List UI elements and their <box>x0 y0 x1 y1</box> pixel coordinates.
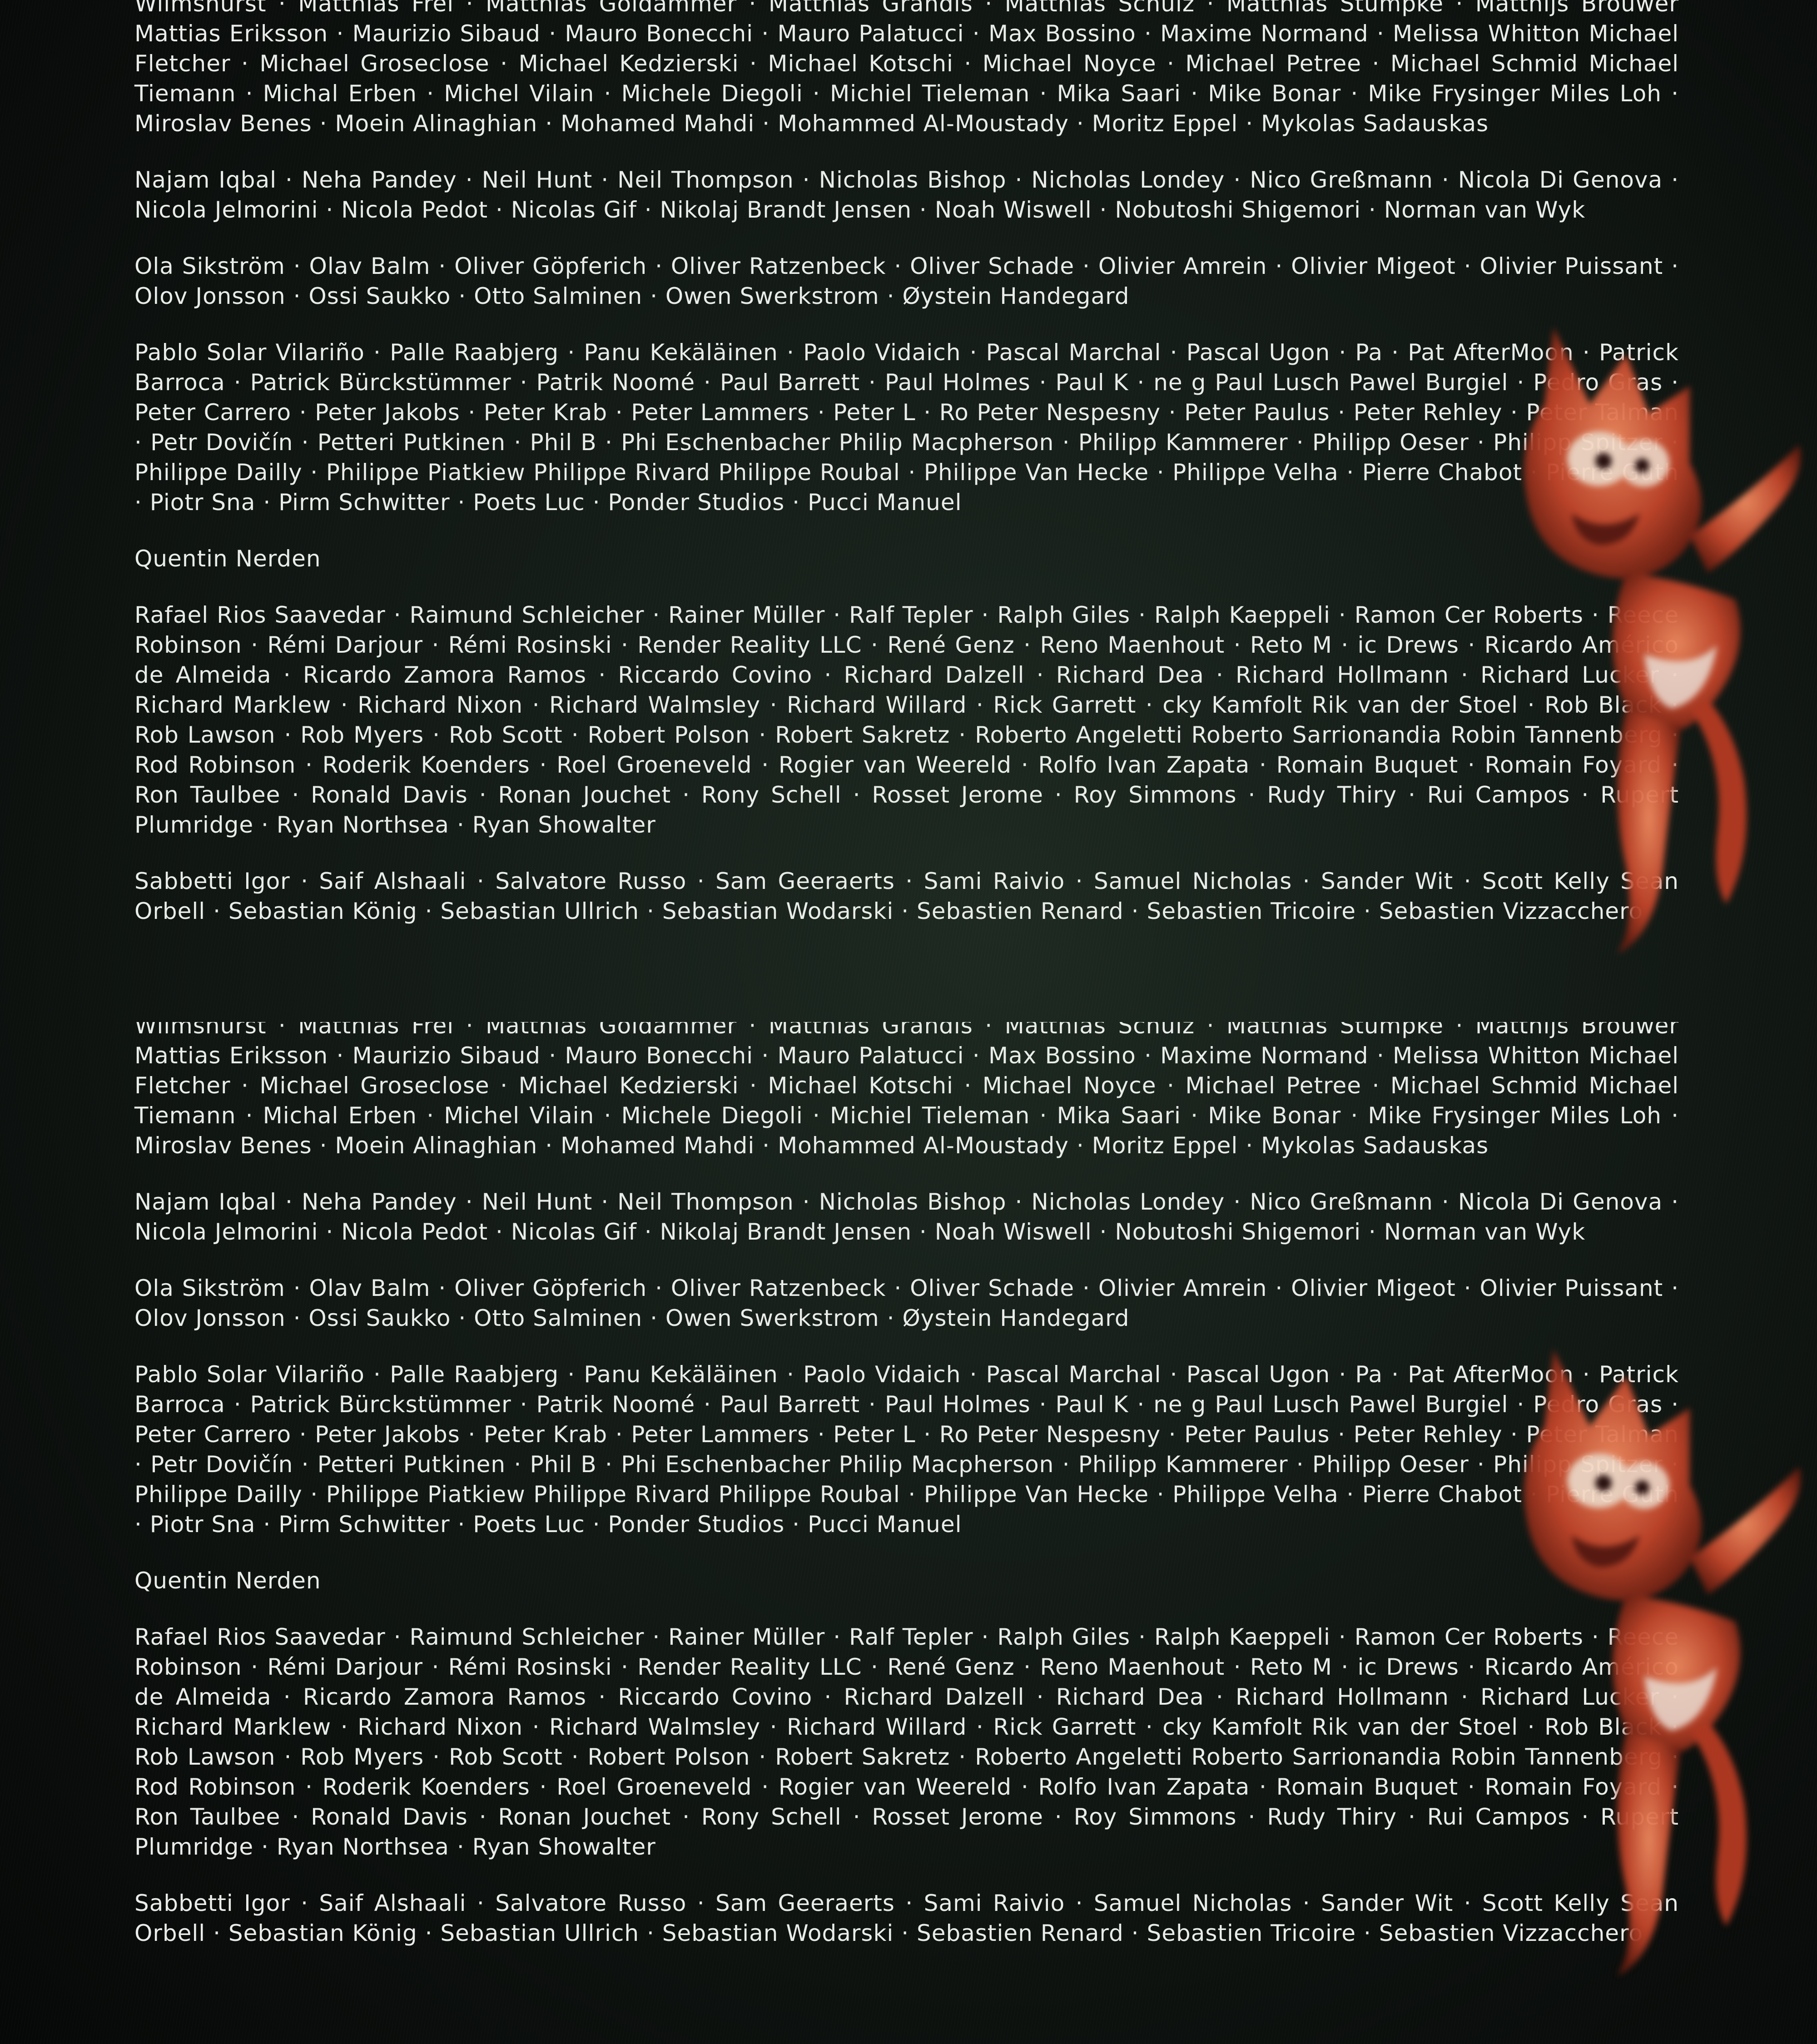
credits-block-q: Quentin Nerden <box>134 1566 1679 1596</box>
credits-block-o: Ola Sikström · Olav Balm · Oliver Göpferich · Oliver Ratzenbeck · Oliver Schade · Olivier Amrein · Olivier Migeot · Olivier Puissant · Olov Jonsson · Ossi Saukko · Otto Salminen · Owen Swerkstrom · Øystein Handegard <box>134 251 1679 311</box>
credits-block-r: Rafael Rios Saavedar · Raimund Schleicher · Rainer Müller · Ralf Tepler · Ralph Giles · Ralph Kaeppeli · Ramon Cer Roberts · Reece Robinson · Rémi Darjour · Rémi Rosinski · Render Reality LLC · René Genz · Reno Maenhout · Reto M · ic Drews · Ricardo Américo de Almeida · Ricardo Zamora Ramos · Riccardo Covino · Richard Dalzell · Richard Dea · Richard Hollmann · Richard Lucker · Richard Marklew · Richard Nixon · Richard Walmsley · Richard Willard · Rick Garrett · cky Kamfolt Rik van der Stoel · Rob Black · Rob Lawson · Rob Myers · Rob Scott · Robert Polson · Robert Sakretz · Roberto Angeletti Roberto Sarrionandia Robin Tannenberg · Rod Robinson · Roderik Koenders · Roel Groeneveld · Rogier van Weereld · Rolfo Ivan Zapata · Romain Buquet · Romain Foyard · Ron Taulbee · Ronald Davis · Ronan Jouchet · Rony Schell · Rosset Jerome · Roy Simmons · Rudy Thiry · Rui Campos · Rupert Plumridge · Ryan Northsea · Ryan Showalter <box>134 600 1679 840</box>
credits-block-s: Sabbetti Igor · Saif Alshaali · Salvatore Russo · Sam Geeraerts · Sami Raivio · Samuel Nicholas · Sander Wit · Scott Kelly Sean Orbell · Sebastian König · Sebastian Ullrich · Sebastian Wodarski · Sebastien Renard · Sebastien Tricoire · Sebastien Vizzacchero <box>134 1888 1679 1948</box>
credits-block-r: Rafael Rios Saavedar · Raimund Schleicher · Rainer Müller · Ralf Tepler · Ralph Giles · Ralph Kaeppeli · Ramon Cer Roberts · Reece Robinson · Rémi Darjour · Rémi Rosinski · Render Reality LLC · René Genz · Reno Maenhout · Reto M · ic Drews · Ricardo Américo de Almeida · Ricardo Zamora Ramos · Riccardo Covino · Richard Dalzell · Richard Dea · Richard Hollmann · Richard Lucker · Richard Marklew · Richard Nixon · Richard Walmsley · Richard Willard · Rick Garrett · cky Kamfolt Rik van der Stoel · Rob Black · Rob Lawson · Rob Myers · Rob Scott · Robert Polson · Robert Sakretz · Roberto Angeletti Roberto Sarrionandia Robin Tannenberg · Rod Robinson · Roderik Koenders · Roel Groeneveld · Rogier van Weereld · Rolfo Ivan Zapata · Romain Buquet · Romain Foyard · Ron Taulbee · Ronald Davis · Ronan Jouchet · Rony Schell · Rosset Jerome · Roy Simmons · Rudy Thiry · Rui Campos · Rupert Plumridge · Ryan Northsea · Ryan Showalter <box>134 1622 1679 1862</box>
credits-block-n: Najam Iqbal · Neha Pandey · Neil Hunt · Neil Thompson · Nicholas Bishop · Nicholas Londey · Nico Greßmann · Nicola Di Genova · Nicola Jelmorini · Nicola Pedot · Nicolas Gif · Nikolaj Brandt Jensen · Noah Wiswell · Nobutoshi Shigemori · Norman van Wyk <box>134 1187 1679 1247</box>
credits-block-o: Ola Sikström · Olav Balm · Oliver Göpferich · Oliver Ratzenbeck · Oliver Schade · Olivier Amrein · Olivier Migeot · Olivier Puissant · Olov Jonsson · Ossi Saukko · Otto Salminen · Owen Swerkstrom · Øystein Handegard <box>134 1273 1679 1333</box>
credits-block-m: Wilmshurst · Matthias Frei · Matthias Goldammer · Matthias Grandis · Matthias Schulz · Matthias Stümpke · Matthijs Brouwer Mattias Eriksson · Maurizio Sibaud · Mauro Bonecchi · Mauro Palatucci · Max Bossino · Maxime Normand · Melissa Whitton Michael Fletcher · Michael Groseclose · Michael Kedzierski · Michael Kotschi · Michael Noyce · Michael Petree · Michael Schmid Michael Tiemann · Michal Erben · Michel Vilain · Michele Diegoli · Michiel Tieleman · Mika Saari · Mike Bonar · Mike Frysinger Miles Loh · Miroslav Benes · Moein Alinaghian · Mohamed Mahdi · Mohammed Al-Moustady · Moritz Eppel · Mykolas Sadauskas <box>134 0 1679 139</box>
credits-block-p: Pablo Solar Vilariño · Palle Raabjerg · Panu Kekäläinen · Paolo Vidaich · Pascal Marchal · Pascal Ugon · Pa · Pat AfterMoon · Patrick Barroca · Patrick Bürckstümmer · Patrik Noomé · Paul Barrett · Paul Holmes · Paul K · ne g Paul Lusch Pawel Burgiel · Pedro Gras · Peter Carrero · Peter Jakobs · Peter Krab · Peter Lammers · Peter L · Ro Peter Nespesny · Peter Paulus · Peter Rehley · Peter Talman · Petr Dovičín · Petteri Putkinen · Phil B · Phi Eschenbacher Philip Macpherson · Philipp Kammerer · Philipp Oeser · Philipp Spitzer · Philippe Dailly · Philippe Piatkiew Philippe Rivard Philippe Roubal · Philippe Van Hecke · Philippe Velha · Pierre Chabot · Pierre Guth · Piotr Sna · Pirm Schwitter · Poets Luc · Ponder Studios · Pucci Manuel <box>134 1359 1679 1539</box>
credits-block-n: Najam Iqbal · Neha Pandey · Neil Hunt · Neil Thompson · Nicholas Bishop · Nicholas Londey · Nico Greßmann · Nicola Di Genova · Nicola Jelmorini · Nicola Pedot · Nicolas Gif · Nikolaj Brandt Jensen · Noah Wiswell · Nobutoshi Shigemori · Norman van Wyk <box>134 165 1679 225</box>
credits-block-s: Sabbetti Igor · Saif Alshaali · Salvatore Russo · Sam Geeraerts · Sami Raivio · Samuel Nicholas · Sander Wit · Scott Kelly Sean Orbell · Sebastian König · Sebastian Ullrich · Sebastian Wodarski · Sebastien Renard · Sebastien Tricoire · Sebastien Vizzacchero <box>134 866 1679 926</box>
credits-block-p: Pablo Solar Vilariño · Palle Raabjerg · Panu Kekäläinen · Paolo Vidaich · Pascal Marchal · Pascal Ugon · Pa · Pat AfterMoon · Patrick Barroca · Patrick Bürckstümmer · Patrik Noomé · Paul Barrett · Paul Holmes · Paul K · ne g Paul Lusch Pawel Burgiel · Pedro Gras · Peter Carrero · Peter Jakobs · Peter Krab · Peter Lammers · Peter L · Ro Peter Nespesny · Peter Paulus · Peter Rehley · Peter Talman · Petr Dovičín · Petteri Putkinen · Phil B · Phi Eschenbacher Philip Macpherson · Philipp Kammerer · Philipp Oeser · Philipp Spitzer · Philippe Dailly · Philippe Piatkiew Philippe Rivard Philippe Roubal · Philippe Van Hecke · Philippe Velha · Pierre Chabot · Pierre Guth · Piotr Sna · Pirm Schwitter · Poets Luc · Ponder Studios · Pucci Manuel <box>134 337 1679 517</box>
credits-block-q: Quentin Nerden <box>134 544 1679 574</box>
credits-block-m: Wilmshurst · Matthias Frei · Matthias Goldammer · Matthias Grandis · Matthias Schulz · Matthias Stümpke · Matthijs Brouwer Mattias Eriksson · Maurizio Sibaud · Mauro Bonecchi · Mauro Palatucci · Max Bossino · Maxime Normand · Melissa Whitton Michael Fletcher · Michael Groseclose · Michael Kedzierski · Michael Kotschi · Michael Noyce · Michael Petree · Michael Schmid Michael Tiemann · Michal Erben · Michel Vilain · Michele Diegoli · Michiel Tieleman · Mika Saari · Mike Bonar · Mike Frysinger Miles Loh · Miroslav Benes · Moein Alinaghian · Mohamed Mahdi · Mohammed Al-Moustady · Moritz Eppel · Mykolas Sadauskas <box>134 1022 1679 1161</box>
